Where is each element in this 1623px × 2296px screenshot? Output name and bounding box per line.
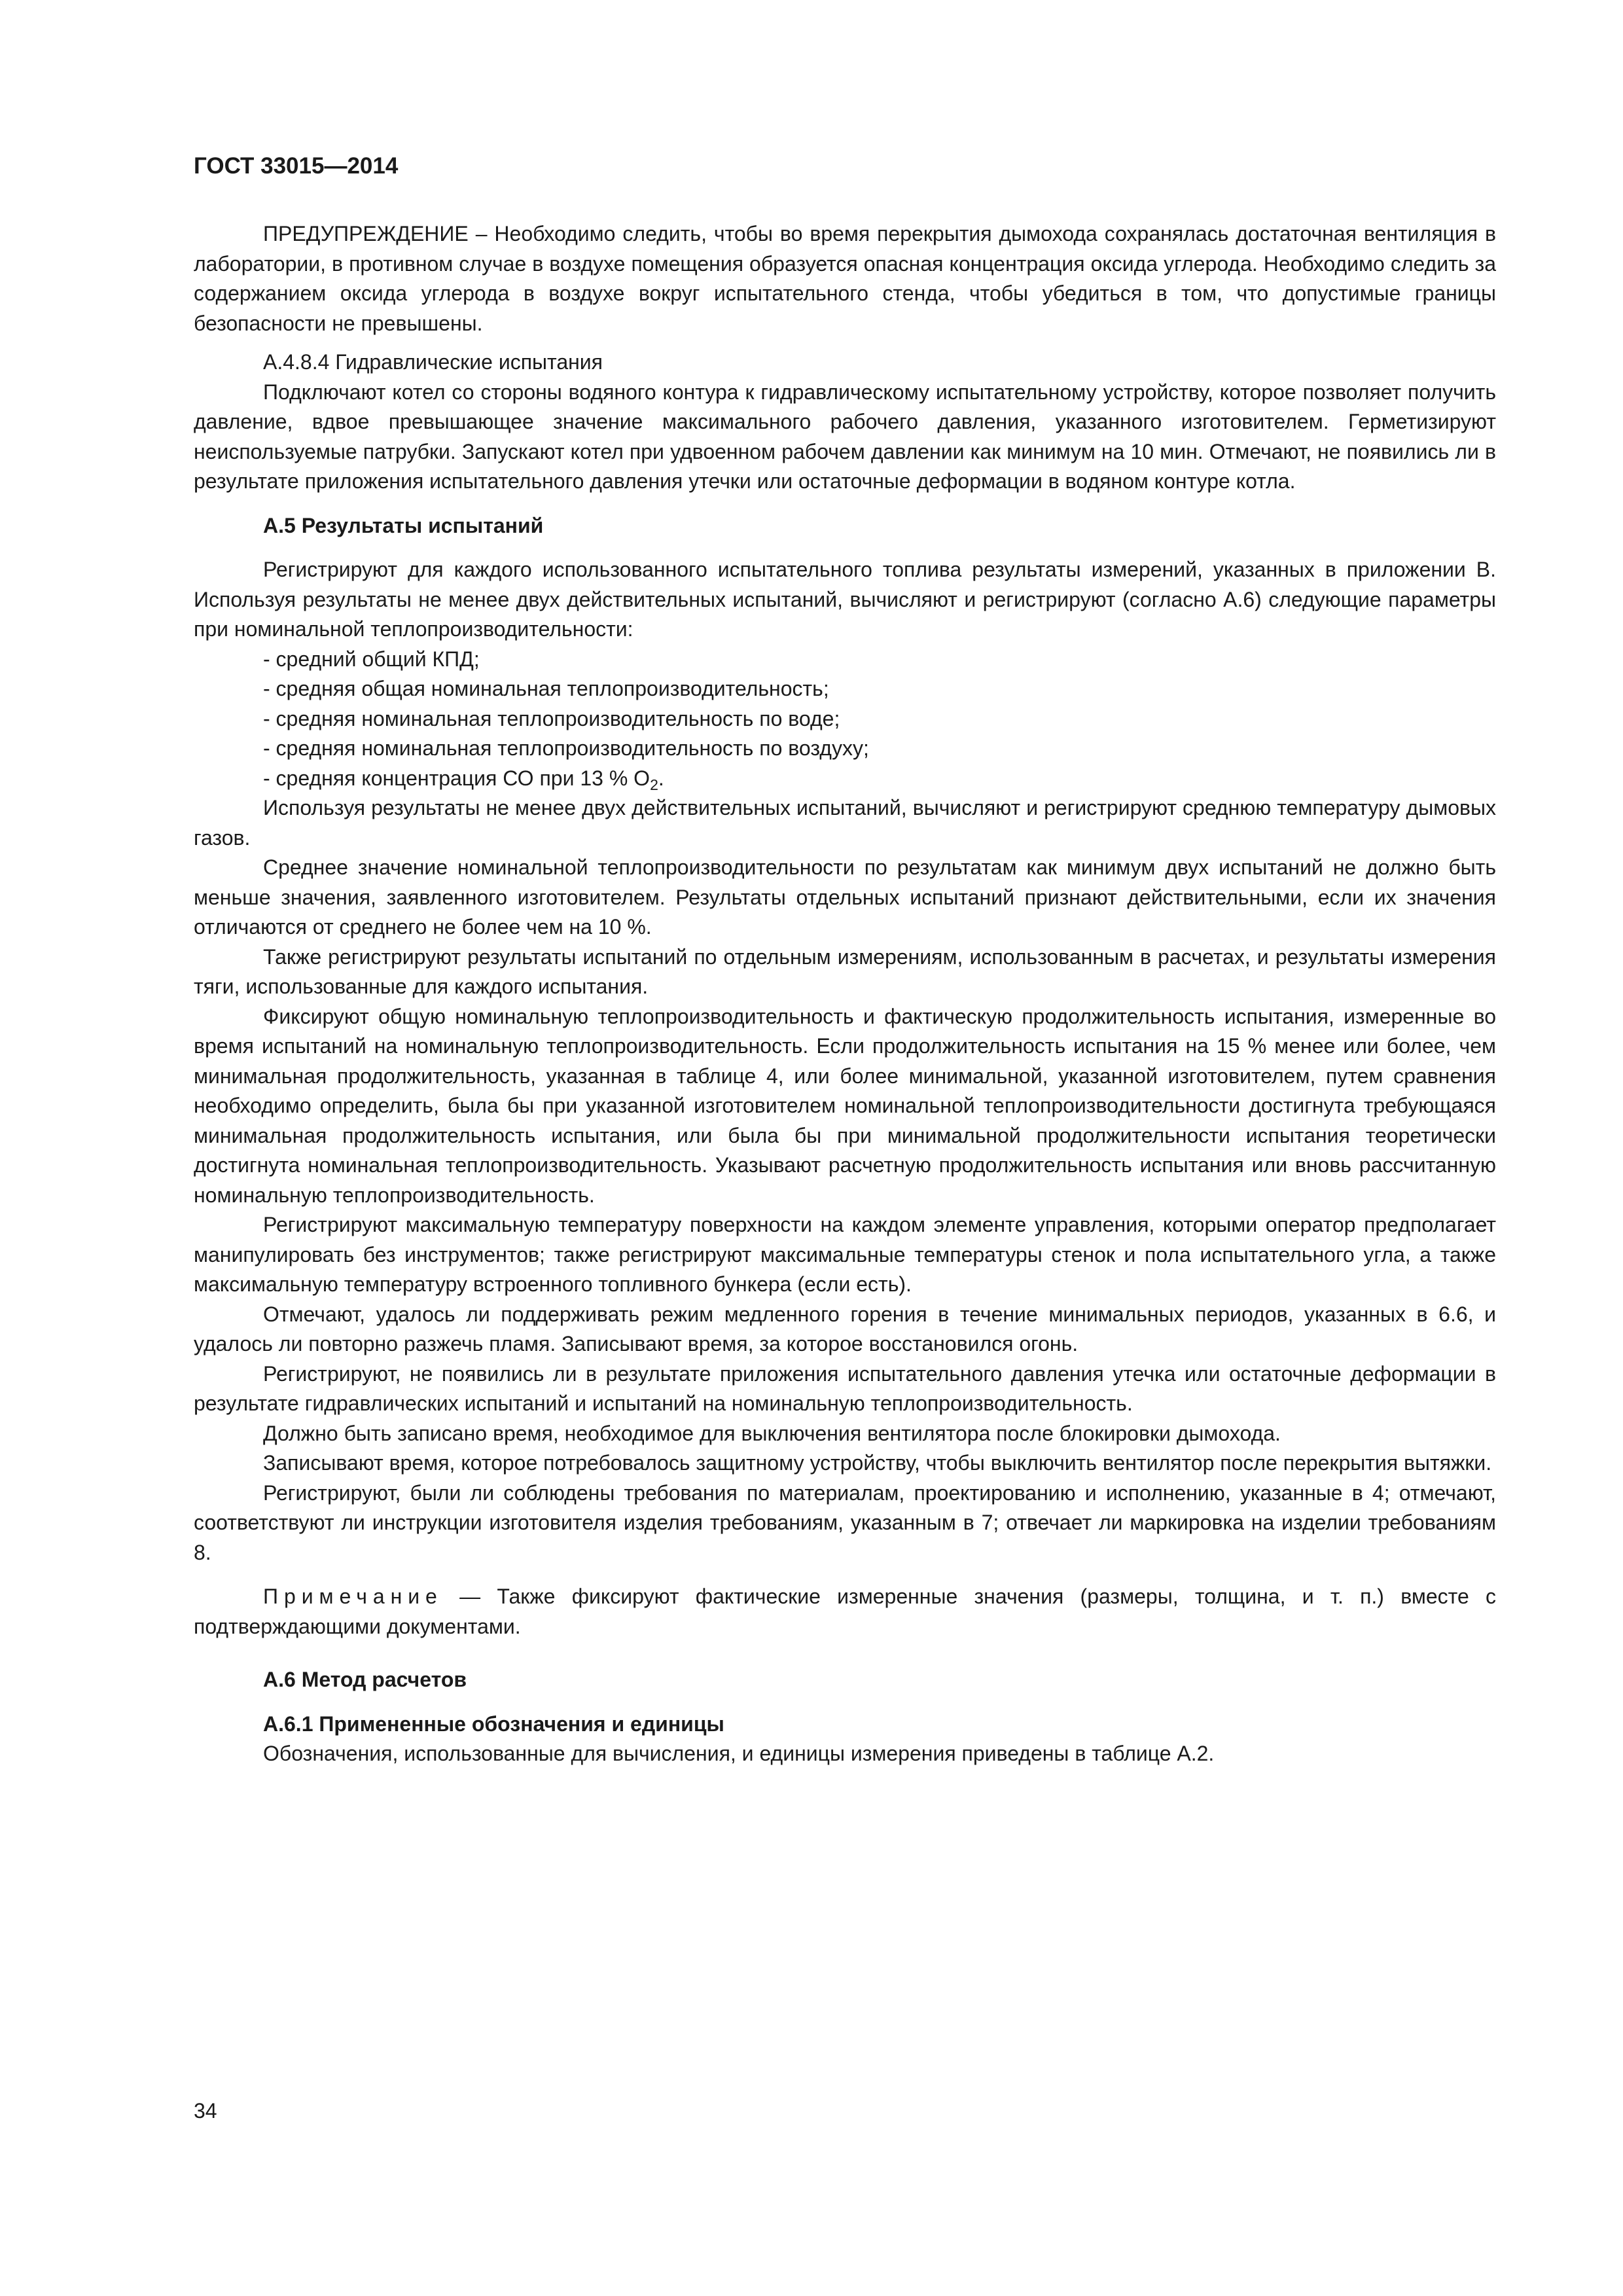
a5-paragraph: Среднее значение номинальной теплопроизводительности по результатам как минимум двух испытаний не должно быть меньше значения, заявленного изготовителем. Результаты отдельных испытаний признают действительными, если их значения отличаются от среднего не более чем на 10 %. bbox=[194, 855, 1496, 939]
a5-intro-paragraph: Регистрируют для каждого использованного испытательного топлива результаты измерений, указанных в приложении В. Используя результаты не менее двух действительных испытаний, вычисляют и регистрируют (согласно А.6) следующие параметры при номинальной теплопроизводительности: bbox=[194, 558, 1496, 641]
list-item-co-concentration bbox=[194, 764, 1496, 794]
co-item-text: - средняя концентрация СО при 13 % О bbox=[263, 766, 651, 790]
list-item: - средний общий КПД; bbox=[263, 647, 480, 671]
list-item: - средняя общая номинальная теплопроизводительность; bbox=[263, 677, 829, 700]
a5-paragraph: Регистрируют, были ли соблюдены требования по материалам, проектированию и исполнению, указанные в 4; отмечают, соответствуют ли инструкции изготовителя изделия требованиям, указанным в 7; отвечает ли маркировка на изделии требованиям 8. bbox=[194, 1480, 1496, 1564]
list-item: - средняя номинальная теплопроизводительность по воздуху; bbox=[263, 736, 869, 760]
a5-paragraph: Записывают время, которое потребовалось защитному устройству, чтобы выключить вентилятор после перекрытия вытяжки. bbox=[263, 1451, 1492, 1475]
co-item-subscript: 2 bbox=[650, 776, 658, 793]
section-a5-heading: А.5 Результаты испытаний bbox=[263, 513, 544, 537]
a5-paragraph: Регистрируют максимальную температуру поверхности на каждом элементе управления, которыми оператор предполагает манипулировать без инструментов; также регистрируют максимальные температуры стенок и пола испытательного угла, а также максимальную температуру встроенного топливного бункера (если есть). bbox=[194, 1213, 1496, 1296]
a5-paragraph: Используя результаты не менее двух действительных испытаний, вычисляют и регистрируют среднюю температуру дымовых газов. bbox=[194, 796, 1496, 850]
a61-paragraph: Обозначения, использованные для вычисления, и единицы измерения приведены в таблице А.2. bbox=[263, 1742, 1215, 1765]
a484-title: А.4.8.4 Гидравлические испытания bbox=[263, 350, 603, 374]
note-text: — Также фиксируют фактические измеренные значения (размеры, толщина, и т. п.) вместе с подтверждающими документами. bbox=[194, 1585, 1496, 1638]
a5-note bbox=[194, 1582, 1496, 1641]
standard-header: ГОСТ 33015—2014 bbox=[194, 153, 399, 179]
a5-paragraph: Регистрируют, не появились ли в результате приложения испытательного давления утечка или остаточные деформации в результате гидравлических испытаний и испытаний на номинальную теплопроизводительность. bbox=[194, 1361, 1496, 1415]
page-number: 34 bbox=[194, 2099, 217, 2123]
a5-paragraph: Отмечают, удалось ли поддерживать режим медленного горения в течение минимальных периодов, указанных в 6.6, и удалось ли повторно разжечь пламя. Записывают время, за которое восстановился огонь. bbox=[194, 1302, 1496, 1355]
document-body bbox=[194, 219, 1496, 1769]
a5-paragraph: Фиксируют общую номинальную теплопроизводительность и фактическую продолжительность испытания, измеренные во время испытаний на номинальную теплопроизводительность. Если продолжительность испытания на 15 % менее или более, чем минимальная продолжительность, указанная в таблице 4, или более минимальной, указанной изготовителем, путем сравнения необходимо определить, была бы при указанной изготовителем номинальной теплопроизводительности достигнута требующаяся минимальная продолжительность испытания, или была бы при минимальной продолжительности испытания теоретически достигнута номинальная теплопроизводительность. Указывают расчетную продолжительность испытания или вновь рассчитанную номинальную теплопроизводительность. bbox=[194, 1004, 1496, 1207]
a5-paragraph: Также регистрируют результаты испытаний по отдельным измерениям, использованным в расчетах, и результаты измерения тяги, использованные для каждого испытания. bbox=[194, 944, 1496, 998]
section-a6-heading: А.6 Метод расчетов bbox=[263, 1668, 467, 1691]
a484-paragraph: Подключают котел со стороны водяного контура к гидравлическому испытательному устройству, которое позволяет получить давление, вдвое превышающее значение максимального рабочего давления, указанного изготовителем. Герметизируют неиспользуемые патрубки. Запускают котел при удвоенном рабочем давлении как минимум на 10 мин. Отмечают, не появились ли в результате приложения испытательного давления утечки или остаточные деформации в водяном контуре котла. bbox=[194, 380, 1496, 493]
co-item-suffix: . bbox=[658, 766, 664, 790]
note-label: Примечание bbox=[263, 1585, 443, 1608]
list-item: - средняя номинальная теплопроизводительность по воде; bbox=[263, 706, 840, 730]
a5-paragraph: Должно быть записано время, необходимое для выключения вентилятора после блокировки дымохода. bbox=[263, 1421, 1281, 1445]
warning-paragraph: ПРЕДУПРЕЖДЕНИЕ – Необходимо следить, чтобы во время перекрытия дымохода сохранялась достаточная вентиляция в лаборатории, в противном случае в воздухе помещения образуется опасная концентрация оксида углерода. Необходимо следить за содержанием оксида углерода в воздухе вокруг испытательного стенда, чтобы убедиться в том, что допустимые границы безопасности не превышены. bbox=[194, 222, 1496, 335]
section-a61-heading: А.6.1 Примененные обозначения и единицы bbox=[263, 1712, 724, 1736]
